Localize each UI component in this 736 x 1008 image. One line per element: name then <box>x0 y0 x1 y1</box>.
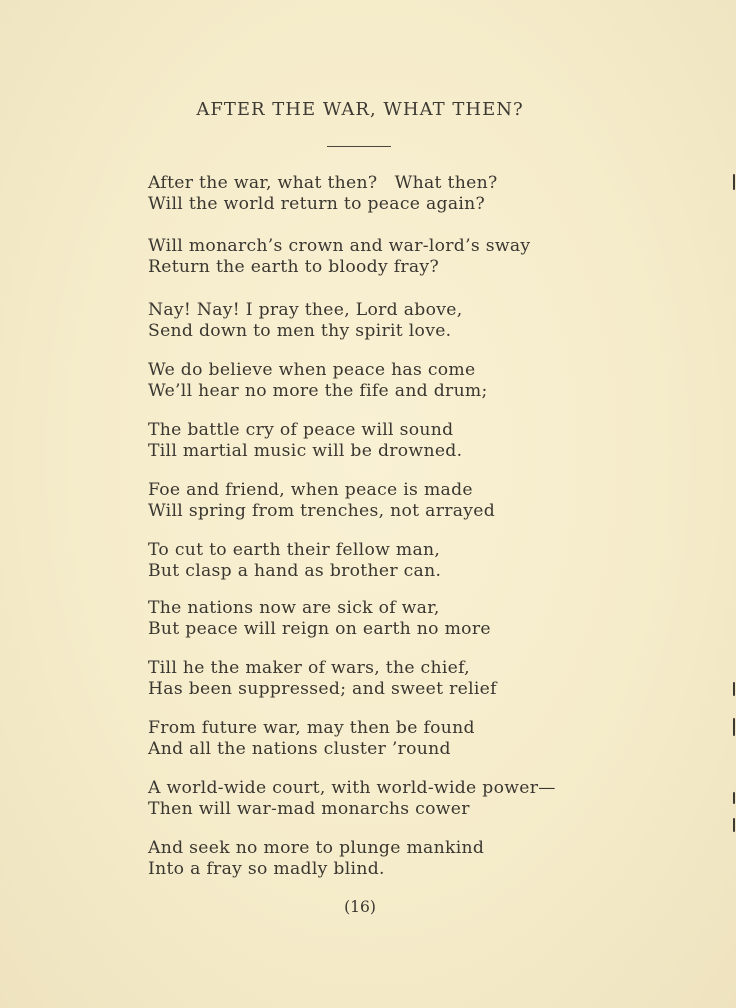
stanza-8 <box>148 598 491 640</box>
stanza-7 <box>148 540 441 582</box>
stanza-5 <box>148 420 462 462</box>
poem-line: We’ll hear no more the fife and drum; <box>148 381 488 401</box>
stanza-12 <box>148 838 484 880</box>
poem-line: Will monarch’s crown and war-lord’s sway <box>148 236 531 256</box>
stanza-11 <box>148 778 556 820</box>
poem-line: The battle cry of peace will sound <box>148 420 454 440</box>
poem-line: Will spring from trenches, not arrayed <box>148 501 496 521</box>
poem-line: Foe and friend, when peace is made <box>148 480 473 500</box>
poem-line: But clasp a hand as brother can. <box>148 561 442 581</box>
poem-line: Till martial music will be drowned. <box>148 441 463 461</box>
stanza-2 <box>148 236 530 278</box>
stanza-6 <box>148 480 495 522</box>
poem-line: From future war, may then be found <box>148 718 475 738</box>
stanza-1 <box>148 173 497 215</box>
poem-line: Into a fray so madly blind. <box>148 859 385 879</box>
poem-line: And seek no more to plunge mankind <box>148 838 485 858</box>
poem-line: Return the earth to bloody fray? <box>148 257 439 277</box>
page-number: (16) <box>344 898 376 916</box>
poem-line: Has been suppressed; and sweet relief <box>148 679 497 699</box>
poem-line: Then will war-mad monarchs cower <box>148 799 470 819</box>
poem-line: After the war, what then? What then? <box>148 173 498 193</box>
poem-line: A world-wide court, with world-wide power— <box>148 778 556 798</box>
binding-edge-mark <box>733 818 735 832</box>
title-divider <box>327 146 391 147</box>
poem-line: And all the nations cluster ’round <box>148 739 451 759</box>
poem-line: The nations now are sick of war, <box>148 598 440 618</box>
poem-line: Will the world return to peace again? <box>148 194 486 214</box>
poem-line: But peace will reign on earth no more <box>148 619 491 639</box>
stanza-10 <box>148 718 475 760</box>
poem-line: We do believe when peace has come <box>148 360 476 380</box>
poem-line: To cut to earth their fellow man, <box>148 540 441 560</box>
binding-edge-mark <box>733 174 735 190</box>
stanza-9 <box>148 658 497 700</box>
binding-edge-mark <box>733 718 735 736</box>
poem-line: Nay! Nay! I pray thee, Lord above, <box>148 300 463 320</box>
binding-edge-mark <box>733 682 735 696</box>
poem-title: AFTER THE WAR, WHAT THEN? <box>196 99 524 120</box>
binding-edge-mark <box>733 792 735 804</box>
stanza-3 <box>148 300 462 342</box>
stanza-4 <box>148 360 488 402</box>
poem-line: Till he the maker of wars, the chief, <box>148 658 470 678</box>
poem-line: Send down to men thy spirit love. <box>148 321 452 341</box>
